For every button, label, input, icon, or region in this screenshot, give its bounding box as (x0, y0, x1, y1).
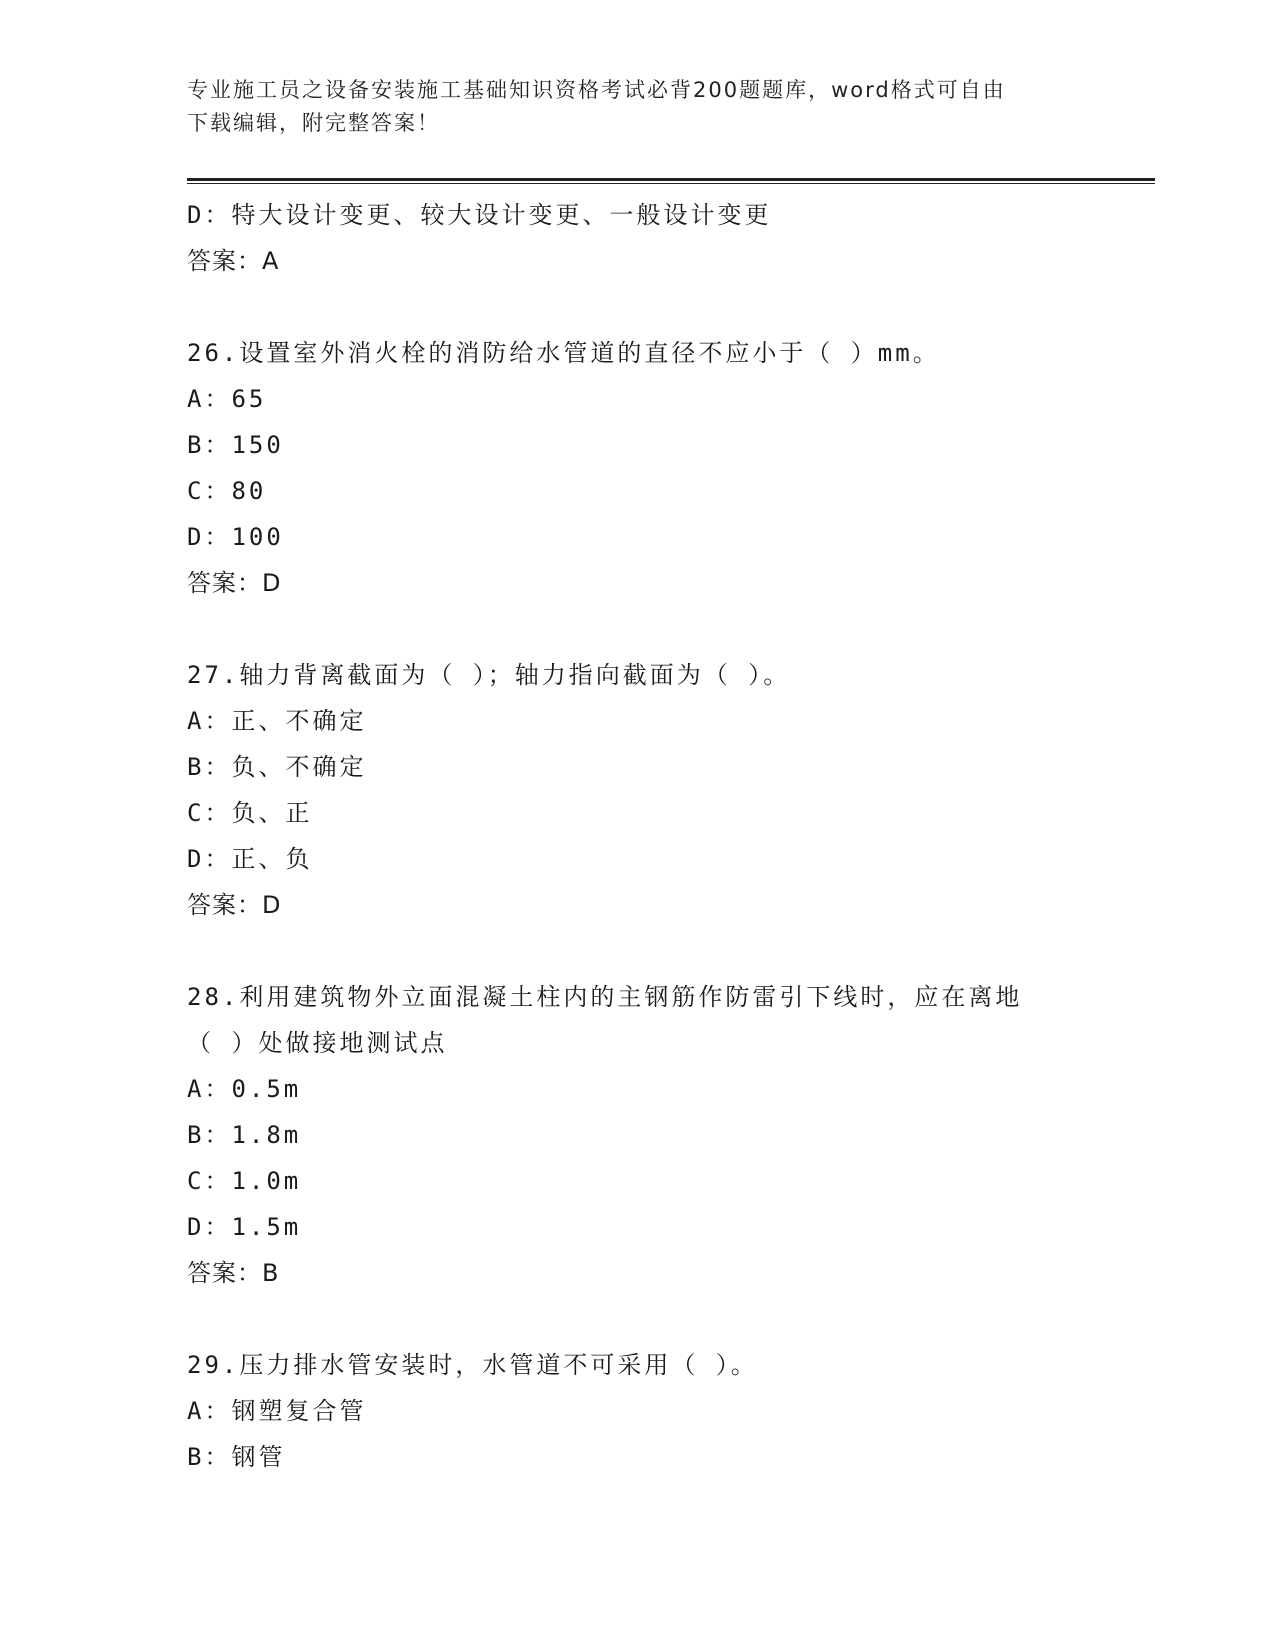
header-divider-thick (187, 178, 1155, 181)
option-a: A：0.5m (187, 1075, 302, 1103)
question-block-26 (187, 330, 1107, 606)
question-text-line-1: 28.利用建筑物外立面混凝土柱内的主钢筋作防雷引下线时，应在离地 (187, 983, 1023, 1011)
answer-line: 答案：D (187, 569, 282, 597)
document-header (187, 74, 1087, 140)
spacer (187, 1296, 1107, 1342)
option-b: B：负、不确定 (187, 753, 367, 781)
option-b: B：钢管 (187, 1443, 286, 1471)
question-text: 27.轴力背离截面为（ ）；轴力指向截面为（ ）。 (187, 661, 791, 689)
question-text: 29.压力排水管安装时，水管道不可采用（ ）。 (187, 1351, 758, 1379)
option-a: A：65 (187, 385, 267, 413)
spacer (187, 928, 1107, 974)
question-text-line-2: （ ）处做接地测试点 (187, 1029, 448, 1057)
option-a: A：钢塑复合管 (187, 1397, 367, 1425)
option-a: A：正、不确定 (187, 707, 367, 735)
option-d: D：正、负 (187, 845, 313, 873)
spacer (187, 284, 1107, 330)
option-c: C：负、正 (187, 799, 313, 827)
answer-line: 答案：D (187, 891, 282, 919)
answer-line: 答案：A (187, 247, 280, 275)
header-divider-thin (187, 183, 1155, 184)
option-b: B：150 (187, 431, 284, 459)
header-line-2: 下载编辑，附完整答案！ (187, 111, 440, 135)
question-block-29 (187, 1342, 1107, 1480)
option-d: D：特大设计变更、较大设计变更、一般设计变更 (187, 201, 772, 229)
header-line-1: 专业施工员之设备安装施工基础知识资格考试必背200题题库，word格式可自由 (187, 78, 1006, 102)
option-d: D：100 (187, 523, 284, 551)
question-block-27 (187, 652, 1107, 928)
option-b: B：1.8m (187, 1121, 302, 1149)
question-block-28 (187, 974, 1107, 1296)
question-text: 26.设置室外消火栓的消防给水管道的直径不应小于（ ）mm。 (187, 339, 940, 367)
option-c: C：80 (187, 477, 267, 505)
option-c: C：1.0m (187, 1167, 302, 1195)
answer-line: 答案：B (187, 1259, 280, 1287)
question-block-25 (187, 192, 1107, 284)
question-list (187, 192, 1107, 1480)
option-d: D：1.5m (187, 1213, 302, 1241)
spacer (187, 606, 1107, 652)
